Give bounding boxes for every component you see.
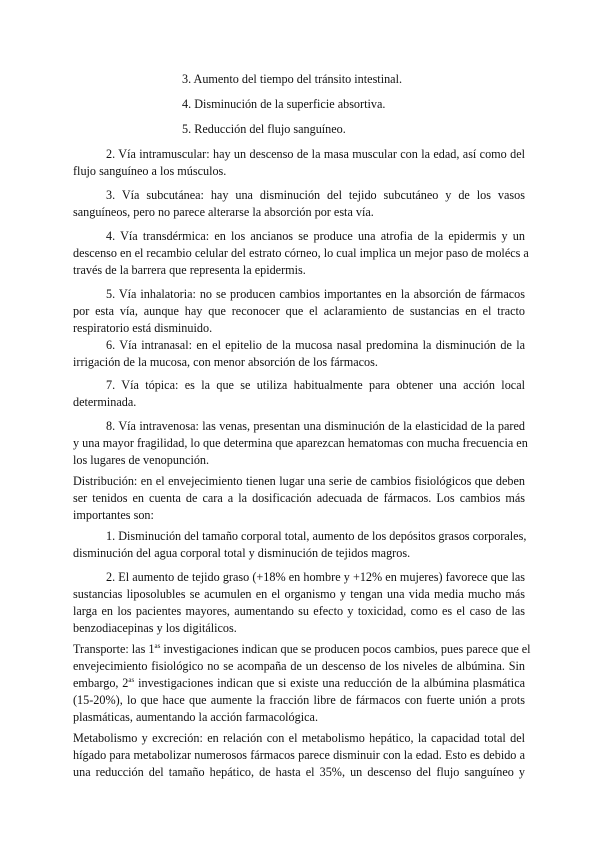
paragraph-transporte: Transporte: las $1^{as}$ investigaciones indican que se producen pocos cambios, pues parece que el envejecimiento fisiológico no se acompaña de un descenso de los niveles de albúmina. Sin embargo, $2^{as}$ investigaciones indican que si existe una reducción de la albúmina plasmática (15-20%), lo que hace que aumente la fracción libre de fármacos con fuerte unión a prots plasmáticas, aumentando la acción farmacológica. (73, 642, 531, 724)
paragraph-cambios-1: 1. Disminución del tamaño corporal total, aumento de los depósitos grasos corporales, disminución del agua corporal total y disminución de tejidos magros. (73, 529, 527, 560)
paragraph-via-subcutanea: 3. Vía subcutánea: hay una disminución del tejido subcutáneo y de los vasos sanguíneos, pero no parece alterarse la absorción por esta vía. (73, 188, 525, 219)
list-item-3: 3. Aumento del tiempo del tránsito intestinal. (182, 72, 403, 86)
list-item-4: 4. Disminución de la superficie absortiva. (182, 97, 386, 111)
paragraph-via-intravenosa: 8. Vía intravenosa: las venas, presentan una disminución de la elasticidad de la pared y una mayor fragilidad, lo que determina que aparezcan hematomas con mucha frecuencia en los lugares de venopunción. (73, 419, 528, 467)
list-item-5: 5. Reducción del flujo sanguíneo. (182, 122, 346, 136)
paragraph-distribucion: Distribución: en el envejecimiento tienen lugar una serie de cambios fisiológicos que deben ser tenidos en cuenta de cara a la dosificación adecuada de fármacos. Los cambios más importantes son: (73, 474, 525, 522)
paragraph-via-intramuscular: 2. Vía intramuscular: hay un descenso de la masa muscular con la edad, así como del flujo sanguíneo a los músculos. (73, 147, 525, 178)
paragraph-cambios-2: 2. El aumento de tejido graso (+18% en hombre y +12% en mujeres) favorece que las sustancias liposolubles se acumulen en el organismo y tengan una vida media mucho más larga en los pacientes mayores, aumentando su efecto y toxicidad, como es el caso de las benzodiacepinas y los digitálicos. (73, 570, 525, 635)
paragraph-via-transdermica: 4. Vía transdérmica: en los ancianos se produce una atrofia de la epidermis y un descenso en el recambio celular del estrato córneo, lo cual implica un mejor paso de molécs a través de la barrera que representa la epidermis. (73, 229, 529, 277)
paragraph-via-intranasal: 6. Vía intranasal: en el epitelio de la mucosa nasal predomina la disminución de la irrigación de la mucosa, con menor absorción de los fármacos. (73, 338, 525, 369)
paragraph-via-topica: 7. Vía tópica: es la que se utiliza habitualmente para obtener una acción local determinada. (73, 378, 525, 409)
paragraph-metabolismo: Metabolismo y excreción: en relación con el metabolismo hepático, la capacidad total del hígado para metabolizar numerosos fármacos parece disminuir con la edad. Esto es debido a una reducción del tamaño hepático, de hasta el 35%, un descenso del flujo sanguíneo y (73, 731, 525, 779)
paragraph-via-inhalatoria: 5. Vía inhalatoria: no se producen cambios importantes en la absorción de fármacos por esta vía, aunque hay que reconocer que el aclaramiento de sustancias en el tracto respiratorio está disminuido. (73, 287, 525, 335)
